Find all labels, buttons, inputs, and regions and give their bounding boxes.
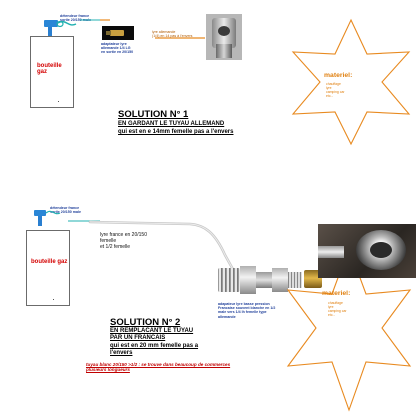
adapter-label-1: adaptateur lyre allemande 1/4 LG en sortie en 20/150: [101, 42, 134, 55]
star-item: etc...: [328, 313, 336, 317]
detendeur-label-2: détendeur france sortie 20/150 male: [50, 206, 81, 215]
solution-2-line-2: PAR UN FRANCAIS: [110, 335, 166, 341]
bottle-label-1: bouteille gaz: [37, 63, 62, 75]
star-item: etc...: [326, 94, 334, 98]
fitting-photo-1: [206, 14, 242, 60]
star-outline-1: [290, 18, 412, 146]
star-items-1: [326, 82, 344, 98]
regulator-photo-2: [318, 224, 416, 278]
bottle-label-2: bouteille gaz: [31, 259, 68, 265]
star-items-2: [328, 301, 346, 317]
solution-2-line-4: l'envers: [110, 350, 133, 356]
adapter-label-2: adapateur lyre basse pression Francaise souvent blanche en 1/2 male vers 1/4 lh femelle type allemande: [218, 302, 276, 319]
solution-2-line-3: qui est en 20 mm femelle pas a: [110, 343, 199, 349]
star-title-1: materiel:: [324, 72, 353, 79]
solution-1-line-2: qui est en e 14mm femelle pas a l'envers: [118, 129, 234, 135]
solution-1-line-1: EN GARDANT LE TUYAU ALLEMAND: [118, 121, 225, 127]
star-item: lyre: [326, 86, 332, 90]
hose-note: tuyau blanc 20/150 >1/2 : se trouve dans beaucoup de commerces plusieurs longueurs: [86, 362, 231, 373]
star-item: chauffage: [328, 301, 343, 305]
star-item: camping car: [328, 309, 347, 313]
solution-2-title: SOLUTION N° 2: [110, 317, 181, 328]
lyre-label-2: lyre france en 20/150 femelle et 1/2 femelle: [100, 232, 147, 251]
solution-2-line-1: EN REMPLACANT LE TUYAU: [110, 328, 194, 334]
solution-1-title: SOLUTION N° 1: [118, 109, 189, 120]
bottle-dot-1: [58, 101, 59, 102]
star-item: lyre: [328, 305, 334, 309]
detendeur-label-1: détendeur france sortie 20/150: [60, 14, 90, 23]
adapter-photo-1: [102, 26, 134, 40]
star-item: camping car: [326, 90, 345, 94]
star-item: chauffage: [326, 82, 341, 86]
lyre-label-1: lyre allemande (1/4) en 14 pas à l'envers: [152, 30, 193, 39]
star-title-2: materiel:: [322, 290, 351, 297]
